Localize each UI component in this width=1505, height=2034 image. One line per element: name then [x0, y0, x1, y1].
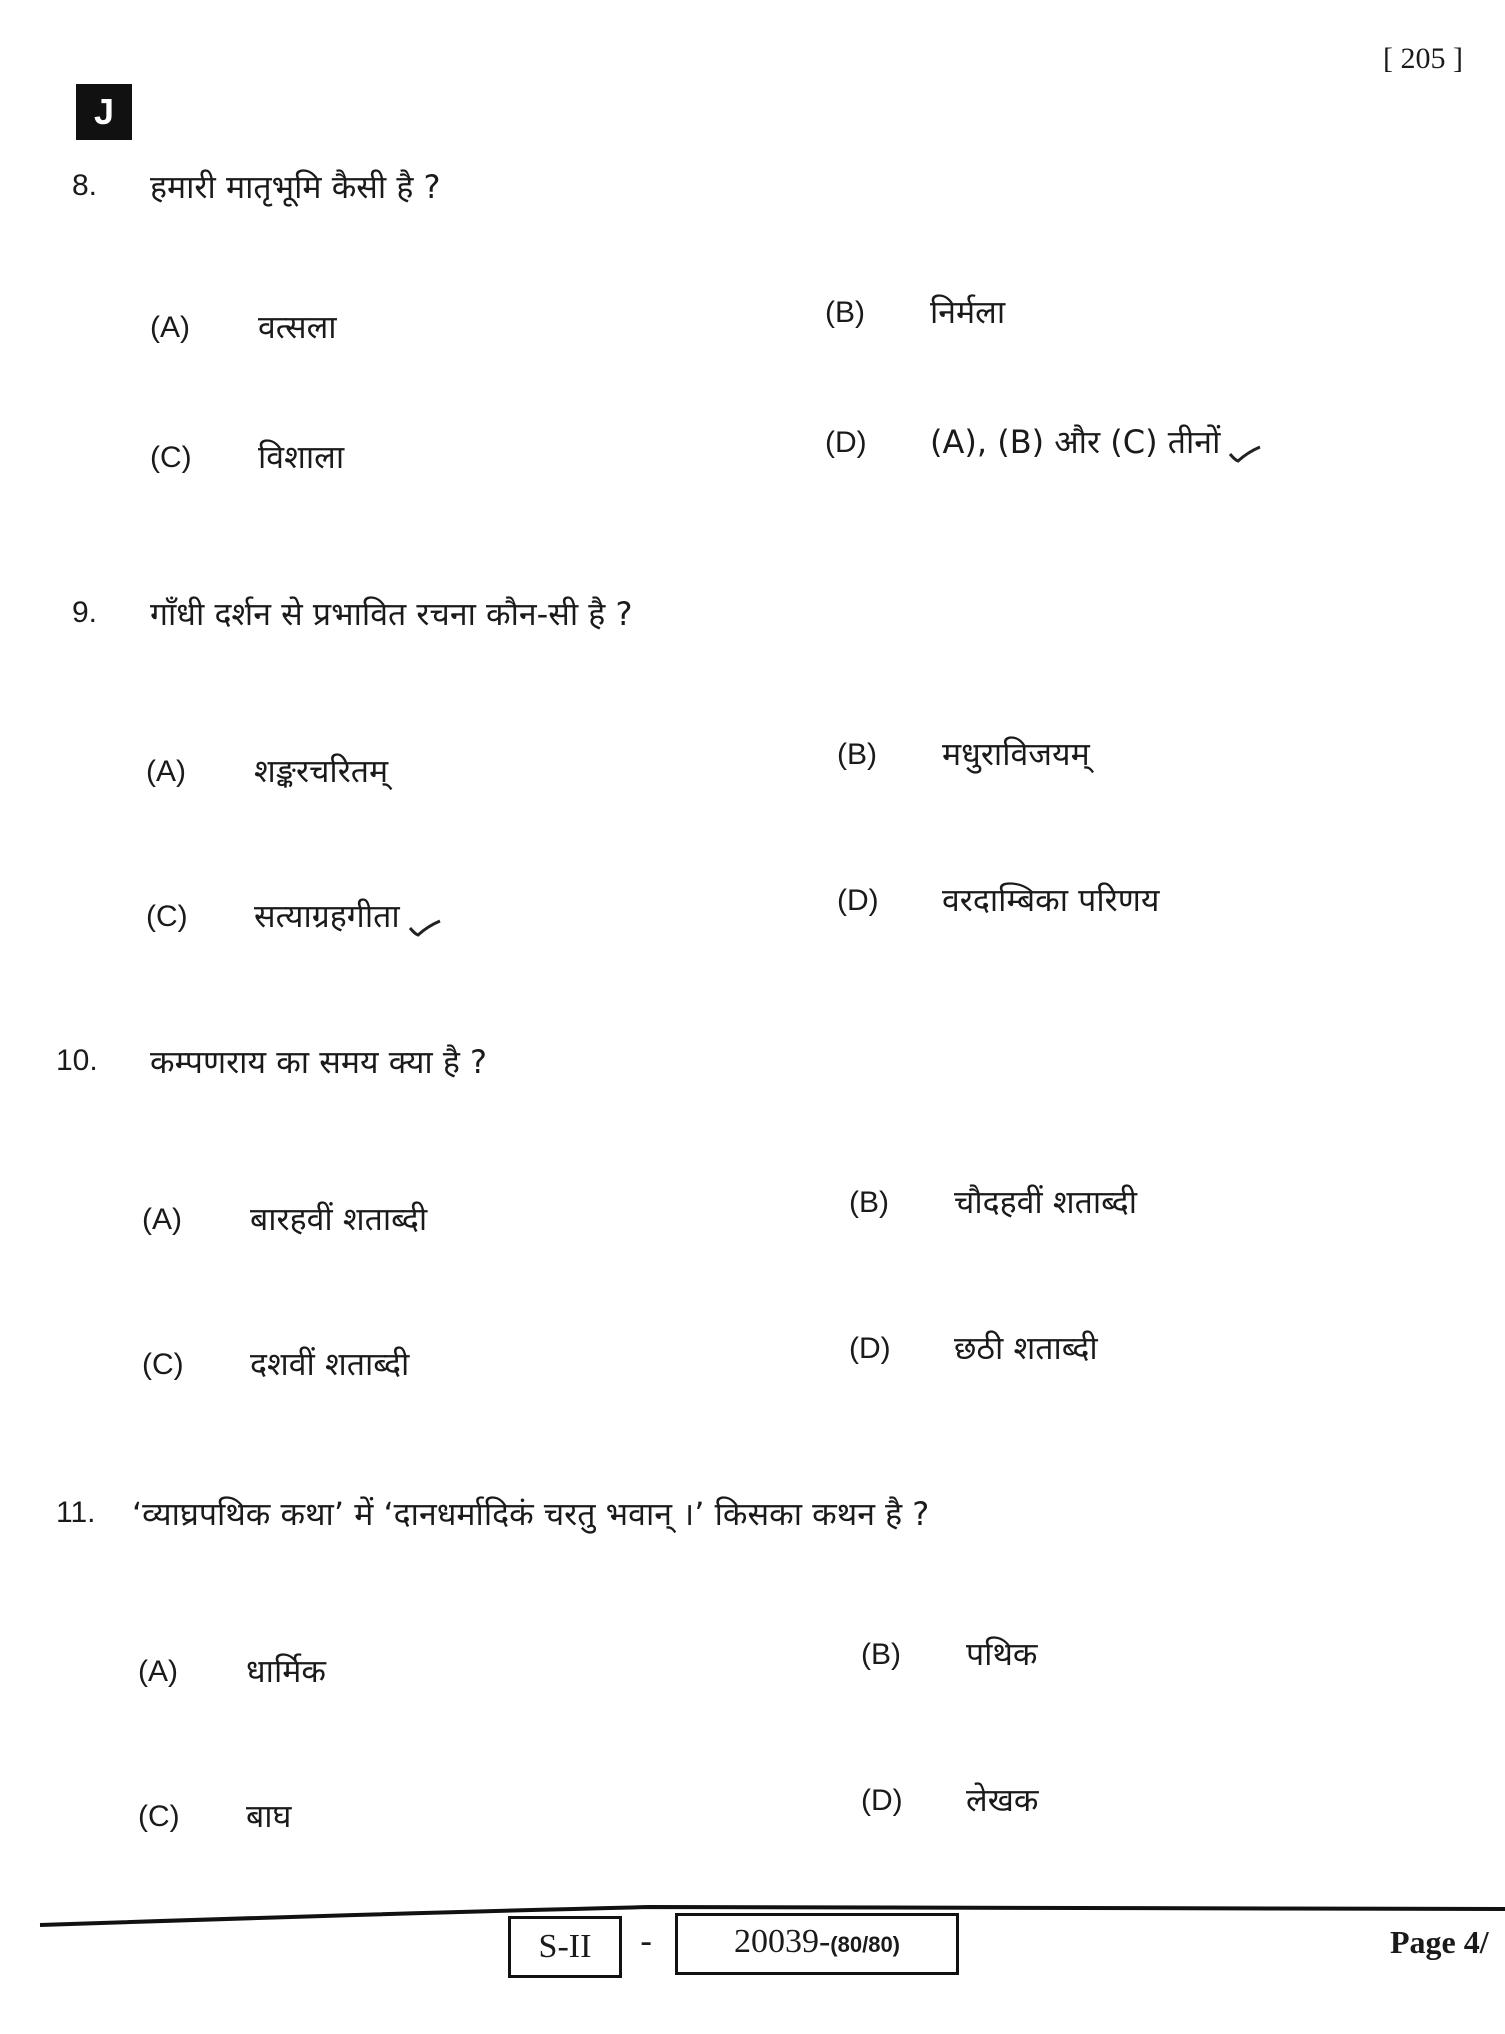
page-number: Page 4/ — [1390, 1924, 1489, 1960]
option-text: चौदहवीं शताब्दी — [954, 1183, 1138, 1221]
checkmark-icon — [408, 908, 442, 928]
option-label: (A) — [146, 754, 186, 788]
question-number: 11. — [56, 1496, 96, 1529]
question-text: गाँधी दर्शन से प्रभावित रचना कौन-सी है ? — [150, 595, 633, 633]
question-count: (80/80) — [830, 1932, 901, 1957]
option-text: शङ्करचरितम् — [254, 751, 389, 790]
paper-code: 20039- — [733, 1923, 831, 1960]
option-label: (D) — [849, 1331, 891, 1365]
option-text: पथिक — [966, 1635, 1038, 1673]
option-label: (A) — [142, 1202, 182, 1236]
option-text: लेखक — [966, 1780, 1039, 1819]
option-label: (C) — [146, 900, 188, 934]
option-label: (D) — [837, 883, 879, 917]
option-label: (D) — [861, 1783, 903, 1817]
question-text: ‘व्याघ्रपथिक कथा’ में ‘दानधर्मादिकं चरतु भवान् ।’ किसका कथन है ? — [132, 1495, 930, 1533]
option-text: छठी शताब्दी — [954, 1328, 1098, 1367]
question-text: हमारी मातृभूमि कैसी है ? — [150, 168, 441, 206]
option-text: दशवीं शताब्दी — [250, 1345, 410, 1384]
paper-code-box — [675, 1913, 959, 1975]
set-code-badge: J — [76, 84, 132, 140]
option-label: (C) — [150, 441, 192, 474]
question-number: 10. — [56, 1044, 98, 1077]
option-text: सत्याग्रहगीता — [254, 897, 400, 936]
option-label: (C) — [138, 1800, 180, 1834]
option-text: विशाला — [258, 438, 345, 476]
option-text: वत्सला — [258, 308, 337, 346]
option-text: वरदाम्बिका परिणय — [942, 880, 1160, 919]
option-label: (B) — [837, 738, 877, 771]
series-box — [508, 1916, 622, 1978]
option-label: (B) — [861, 1638, 901, 1671]
option-label: (D) — [825, 426, 867, 459]
question-number: 8. — [72, 169, 98, 202]
series-code: S-II — [538, 1928, 592, 1965]
page-reference: [ 205 ] — [1383, 42, 1463, 75]
option-text: बाघ — [246, 1797, 292, 1836]
option-label: (A) — [150, 311, 190, 344]
option-text: बारहवीं शताब्दी — [250, 1199, 428, 1238]
question-text: कम्पणराय का समय क्या है ? — [150, 1043, 488, 1081]
checkmark-icon — [1228, 434, 1262, 454]
option-text: मधुराविजयम् — [942, 735, 1090, 773]
option-label: (B) — [849, 1186, 889, 1219]
option-text: निर्मला — [930, 293, 1006, 331]
option-label: (A) — [138, 1654, 178, 1688]
option-text: धार्मिक — [246, 1651, 326, 1690]
option-text: (A), (B) और (C) तीनों — [930, 423, 1221, 461]
option-label: (C) — [142, 1348, 184, 1382]
question-number: 9. — [72, 596, 98, 629]
footer-dash: - — [640, 1922, 653, 1962]
option-label: (B) — [825, 296, 865, 329]
